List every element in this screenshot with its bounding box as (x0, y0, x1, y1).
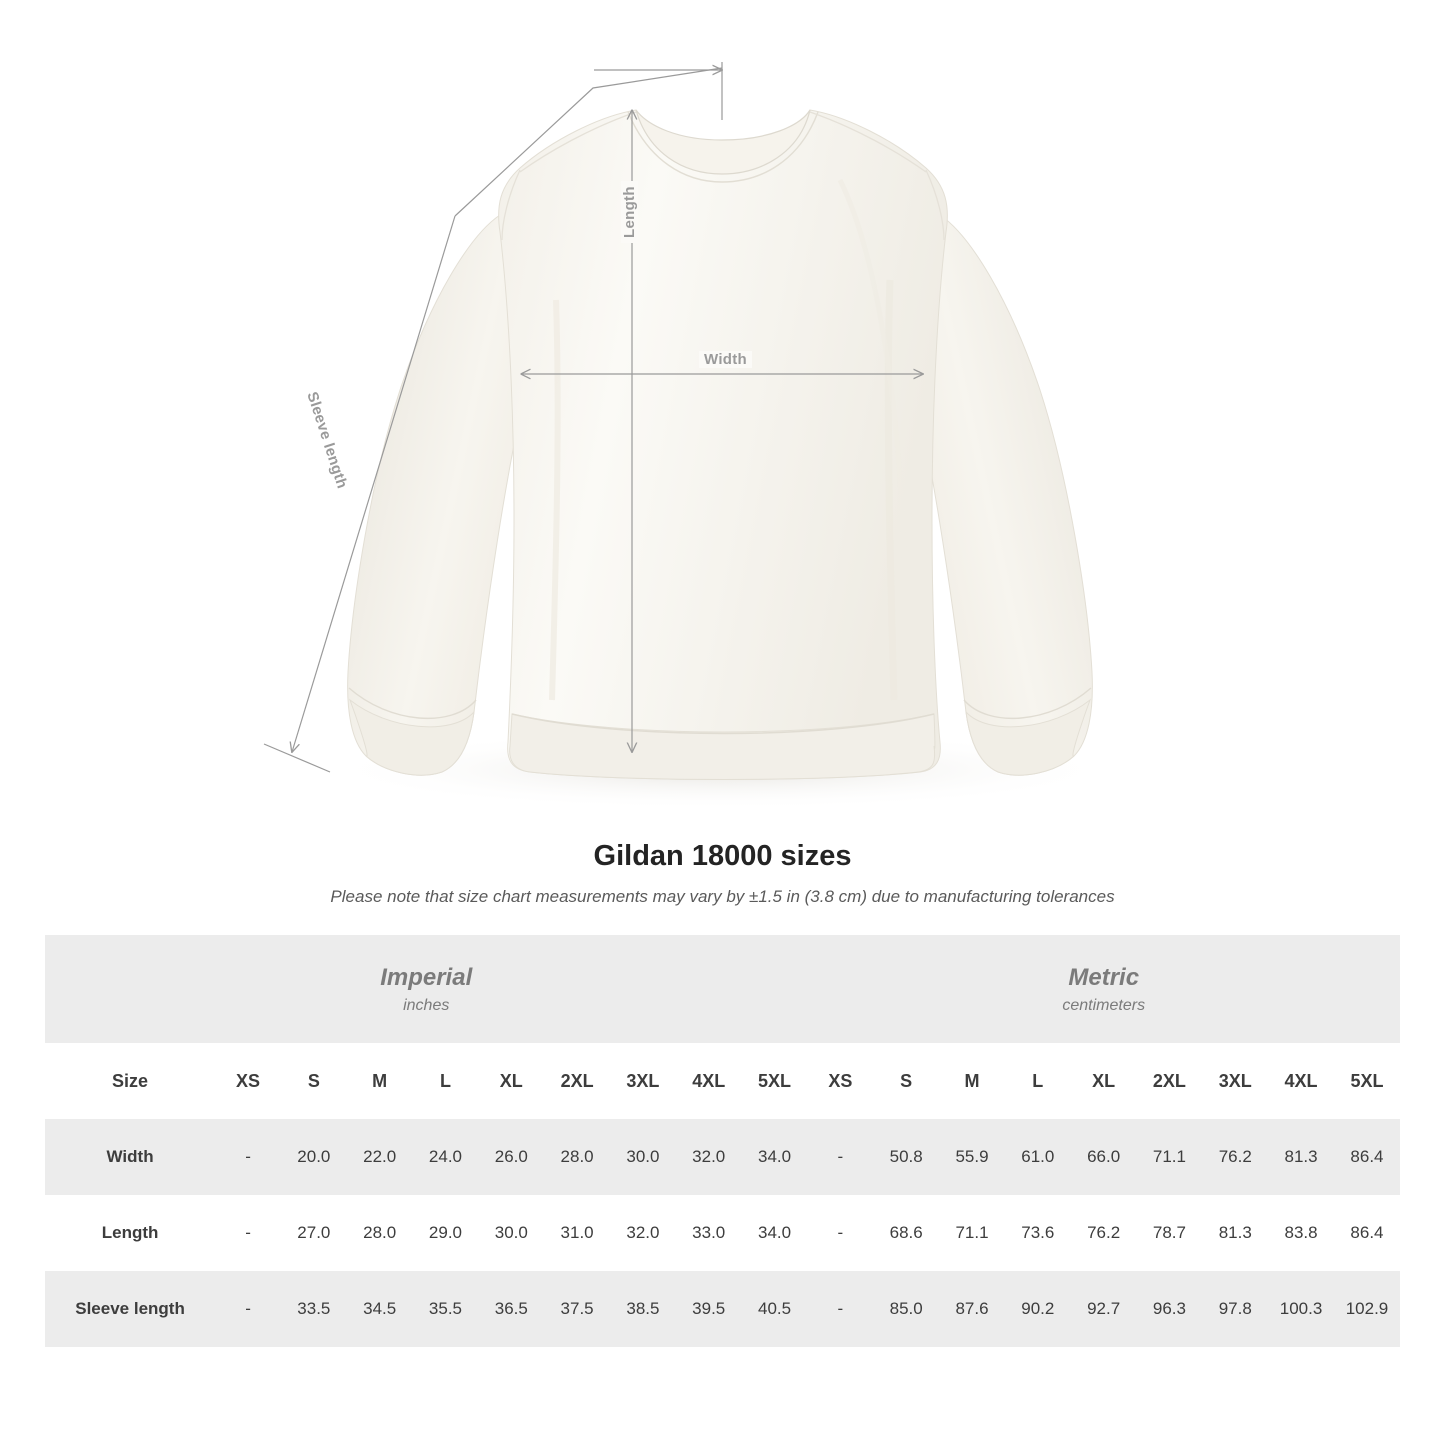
sleeve-imperial-s: 33.5 (281, 1271, 347, 1347)
sleeve-metric-xl: 92.7 (1071, 1271, 1137, 1347)
size-header-imperial-4xl: 4XL (676, 1043, 742, 1119)
row-label-length: Length (101, 1223, 159, 1242)
width-imperial-s: 20.0 (281, 1119, 347, 1195)
tolerance-note: Please note that size chart measurements may vary by ±1.5 in (3.8 cm) due to manufacturing tolerances (330, 887, 1115, 906)
width-imperial-l: 24.0 (413, 1119, 479, 1195)
unit-header-row (45, 935, 1400, 1043)
length-imperial-2xl: 31.0 (560, 1223, 594, 1242)
size-header-imperial-xs: XS (215, 1043, 281, 1119)
size-header-metric-l: L (1005, 1043, 1071, 1119)
metric-unit-subtitle: centimeters (1062, 997, 1146, 1014)
sleeve-imperial-xl: 36.5 (478, 1271, 544, 1347)
sleeve-length-dimension-label: Sleeve length (303, 389, 351, 491)
width-metric-xs: - (807, 1119, 873, 1195)
length-imperial-5xl: 34.0 (757, 1223, 792, 1242)
title-block (0, 840, 1445, 907)
sleeve-metric-xs: - (807, 1271, 873, 1347)
size-header-imperial-m: M (347, 1043, 413, 1119)
length-imperial-l: 29.0 (428, 1223, 463, 1242)
size-header-imperial-2xl: 2XL (544, 1043, 610, 1119)
size-header-imperial-5xl: 5XL (742, 1043, 808, 1119)
sleeve-imperial-m: 34.5 (347, 1271, 413, 1347)
length-imperial-3xl: 32.0 (626, 1223, 660, 1242)
width-metric-xl: 66.0 (1071, 1119, 1137, 1195)
length-dimension-label: Length (621, 181, 638, 243)
length-metric-5xl: 86.4 (1350, 1223, 1384, 1242)
length-metric-3xl: 81.3 (1218, 1223, 1252, 1242)
width-metric-l: 61.0 (1005, 1119, 1071, 1195)
metric-unit-title: Metric (1068, 964, 1140, 991)
size-header-row (45, 1043, 1400, 1119)
length-metric-s: 68.6 (889, 1223, 923, 1242)
length-metric-4xl: 83.8 (1284, 1223, 1318, 1242)
width-metric-s: 50.8 (873, 1119, 939, 1195)
metric-unit-header (807, 935, 1400, 1043)
size-header-metric-m: M (939, 1043, 1005, 1119)
length-metric-m: 71.1 (955, 1223, 989, 1242)
table-row (45, 1195, 1400, 1271)
sleeve-imperial-2xl: 37.5 (544, 1271, 610, 1347)
sleeve-metric-3xl: 97.8 (1202, 1271, 1268, 1347)
length-imperial-s: 27.0 (297, 1223, 331, 1242)
size-header-imperial-l: L (413, 1043, 479, 1119)
length-metric-xs: - (837, 1223, 844, 1242)
size-header-imperial-s: S (281, 1043, 347, 1119)
size-column-header: Size (45, 1043, 215, 1119)
size-header-metric-5xl: 5XL (1334, 1043, 1400, 1119)
sleeve-imperial-4xl: 39.5 (676, 1271, 742, 1347)
sleeve-metric-4xl: 100.3 (1268, 1271, 1334, 1347)
page-title: Gildan 18000 sizes (593, 840, 852, 872)
width-metric-3xl: 76.2 (1202, 1119, 1268, 1195)
width-metric-m: 55.9 (939, 1119, 1005, 1195)
sleeve-metric-s: 85.0 (873, 1271, 939, 1347)
width-dimension-label: Width (699, 351, 752, 368)
size-header-imperial-3xl: 3XL (610, 1043, 676, 1119)
length-imperial-m: 28.0 (363, 1223, 397, 1242)
sleeve-metric-5xl: 102.9 (1334, 1271, 1400, 1347)
width-imperial-2xl: 28.0 (544, 1119, 610, 1195)
imperial-unit-subtitle: inches (403, 997, 450, 1014)
table-row (45, 1271, 1400, 1347)
row-label-sleeve-length: Sleeve length (45, 1271, 215, 1347)
size-header-metric-2xl: 2XL (1137, 1043, 1203, 1119)
size-header-imperial-xl: XL (478, 1043, 544, 1119)
sleeve-imperial-xs: - (215, 1271, 281, 1347)
size-header-metric-s: S (873, 1043, 939, 1119)
length-metric-2xl: 78.7 (1152, 1223, 1186, 1242)
imperial-unit-header (45, 935, 807, 1043)
row-label-width: Width (45, 1119, 215, 1195)
sleeve-imperial-l: 35.5 (413, 1271, 479, 1347)
length-metric-xl: 76.2 (1087, 1223, 1121, 1242)
size-header-metric-3xl: 3XL (1202, 1043, 1268, 1119)
width-imperial-xl: 26.0 (478, 1119, 544, 1195)
width-imperial-m: 22.0 (347, 1119, 413, 1195)
length-metric-l: 73.6 (1021, 1223, 1055, 1242)
size-chart-container (45, 935, 1400, 1347)
width-imperial-3xl: 30.0 (610, 1119, 676, 1195)
length-imperial-xs: - (245, 1223, 251, 1242)
size-header-metric-4xl: 4XL (1268, 1043, 1334, 1119)
sleeve-metric-m: 87.6 (939, 1271, 1005, 1347)
size-header-metric-xl: XL (1071, 1043, 1137, 1119)
sleeve-metric-2xl: 96.3 (1137, 1271, 1203, 1347)
imperial-unit-title: Imperial (380, 964, 473, 991)
width-metric-2xl: 71.1 (1137, 1119, 1203, 1195)
width-imperial-4xl: 32.0 (676, 1119, 742, 1195)
size-header-metric-xs: XS (807, 1043, 873, 1119)
sleeve-imperial-3xl: 38.5 (610, 1271, 676, 1347)
width-imperial-5xl: 34.0 (742, 1119, 808, 1195)
size-chart-table (45, 935, 1400, 1347)
length-imperial-4xl: 33.0 (692, 1223, 726, 1242)
sleeve-metric-l: 90.2 (1005, 1271, 1071, 1347)
sleeve-imperial-5xl: 40.5 (742, 1271, 808, 1347)
width-metric-5xl: 86.4 (1334, 1119, 1400, 1195)
length-imperial-xl: 30.0 (494, 1223, 528, 1242)
width-metric-4xl: 81.3 (1268, 1119, 1334, 1195)
table-row (45, 1119, 1400, 1195)
width-imperial-xs: - (215, 1119, 281, 1195)
